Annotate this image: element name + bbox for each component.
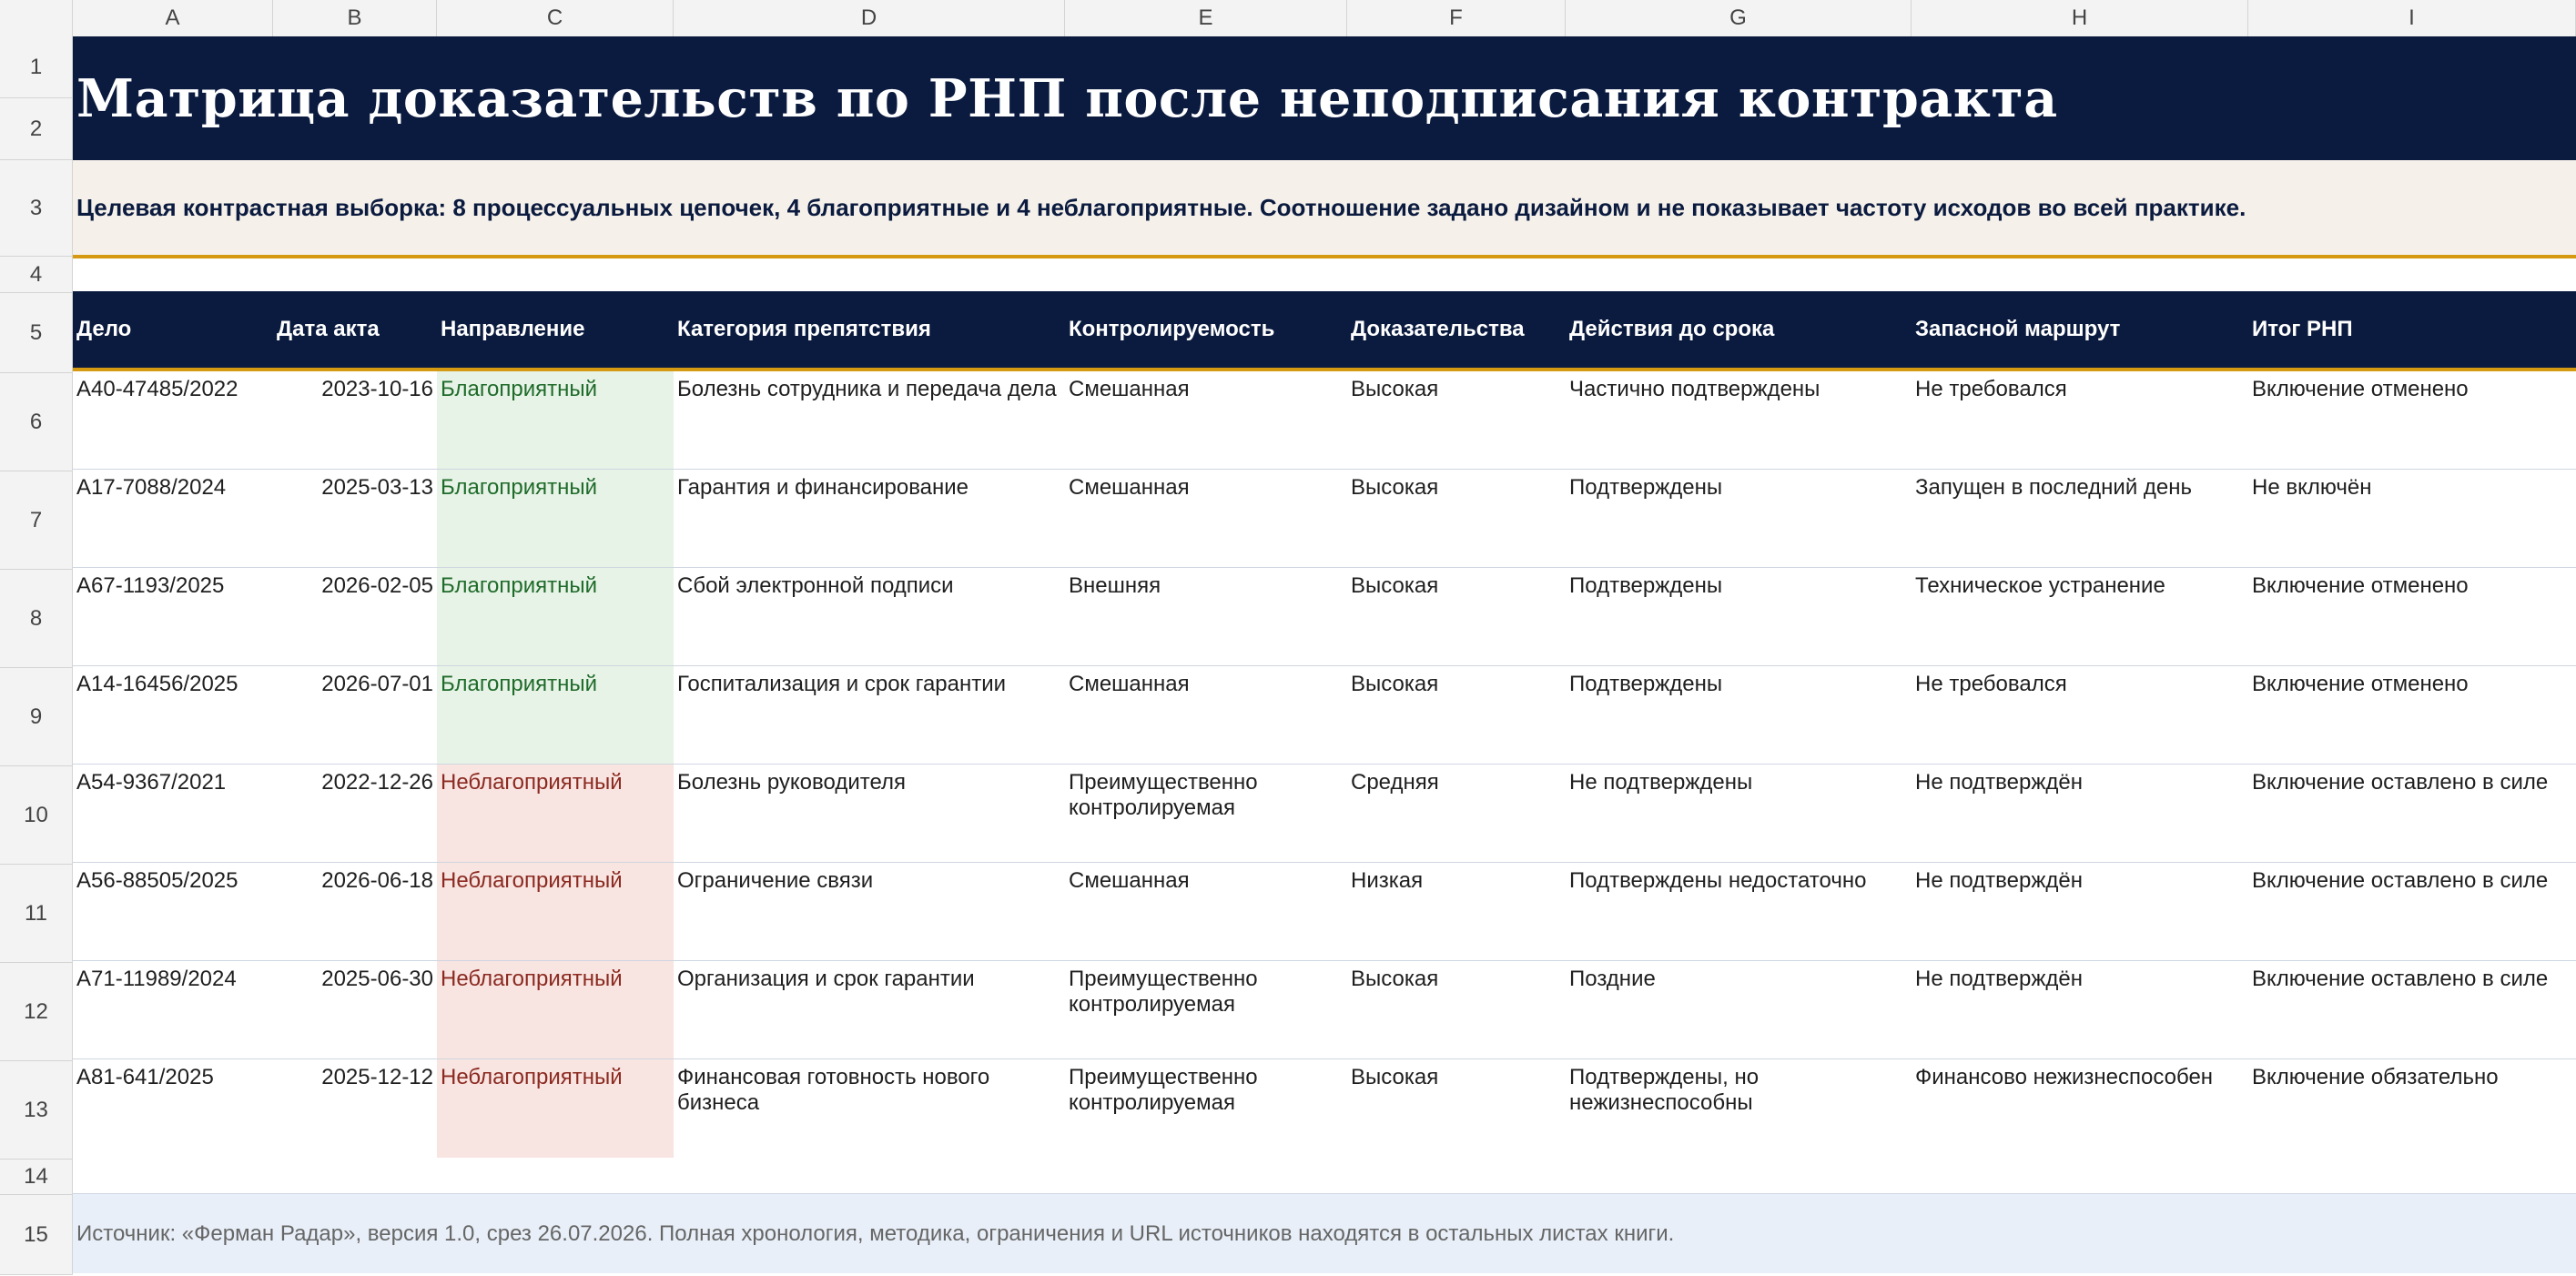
sheet-subtitle: Целевая контрастная выборка: 8 процессуальных цепочек, 4 благоприятные и 4 неблагоприятные. Соотношение задано дизайном и не показывает частоту исходов во всей практике. xyxy=(76,193,2246,221)
row-header-15[interactable]: 15 xyxy=(0,1195,72,1275)
cell-actions[interactable]: Подтверждены, но нежизнеспособны xyxy=(1569,1065,1760,1115)
cell-direction[interactable]: Благоприятный xyxy=(437,470,674,567)
cell-fallback[interactable]: Не подтверждён xyxy=(1915,967,2083,991)
cell-date[interactable]: 2025-12-12 xyxy=(321,1065,433,1089)
cell-evidence[interactable]: Низкая xyxy=(1351,868,1424,893)
cell-direction[interactable]: Благоприятный xyxy=(437,371,674,469)
cell-fallback[interactable]: Финансово нежизнеспособен xyxy=(1915,1065,2214,1089)
cell-direction[interactable]: Неблагоприятный xyxy=(437,1059,674,1158)
header-evidence[interactable]: Доказательства xyxy=(1351,317,1525,341)
cell-control[interactable]: Преимущественно контролируемая xyxy=(1069,770,1258,820)
cell-date[interactable]: 2026-06-18 xyxy=(321,868,433,893)
cell-case[interactable]: А54-9367/2021 xyxy=(76,770,227,795)
cell-date[interactable]: 2026-07-01 xyxy=(321,672,433,696)
cell-fallback[interactable]: Запущен в последний день xyxy=(1915,475,2193,500)
cell-result[interactable]: Не включён xyxy=(2252,475,2372,500)
row-header-1[interactable]: 1 xyxy=(0,36,72,98)
cell-direction[interactable]: Неблагоприятный xyxy=(437,863,674,960)
row-header-8[interactable]: 8 xyxy=(0,570,72,668)
column-header-b[interactable]: B xyxy=(273,0,437,36)
cell-result[interactable]: Включение оставлено в силе xyxy=(2252,967,2549,991)
table-row xyxy=(73,765,2576,863)
cell-evidence[interactable]: Высокая xyxy=(1351,672,1439,696)
source-note: Источник: «Ферман Радар», версия 1.0, срез 26.07.2026. Полная хронология, методика, ограничения и URL источников находятся в остальных листах книги. xyxy=(76,1220,1675,1246)
select-all-corner[interactable] xyxy=(0,0,73,36)
column-header-bar xyxy=(0,0,2576,37)
cell-actions[interactable]: Подтверждены xyxy=(1569,475,1723,500)
row-header-2[interactable]: 2 xyxy=(0,98,72,160)
header-direction[interactable]: Направление xyxy=(441,317,585,341)
empty-row-4[interactable] xyxy=(73,258,2576,291)
cell-result[interactable]: Включение обязательно xyxy=(2252,1065,2499,1089)
cell-result[interactable]: Включение оставлено в силе xyxy=(2252,770,2549,795)
cell-category[interactable]: Болезнь руководителя xyxy=(677,770,907,795)
cell-date[interactable]: 2025-06-30 xyxy=(321,967,433,991)
column-header-e[interactable]: E xyxy=(1065,0,1347,36)
cell-result[interactable]: Включение отменено xyxy=(2252,672,2469,696)
cell-category[interactable]: Ограничение связи xyxy=(677,868,874,893)
row-header-6[interactable]: 6 xyxy=(0,373,72,471)
row-header-10[interactable]: 10 xyxy=(0,766,72,865)
cell-result[interactable]: Включение отменено xyxy=(2252,377,2469,401)
cell-evidence[interactable]: Высокая xyxy=(1351,475,1439,500)
cell-category[interactable]: Госпитализация и срок гарантии xyxy=(677,672,1007,696)
cell-result[interactable]: Включение оставлено в силе xyxy=(2252,868,2549,893)
header-control[interactable]: Контролируемость xyxy=(1069,317,1275,341)
cell-case[interactable]: А81-641/2025 xyxy=(76,1065,214,1089)
cell-case[interactable]: А17-7088/2024 xyxy=(76,475,227,500)
cell-category[interactable]: Организация и срок гарантии xyxy=(677,967,975,991)
cell-control[interactable]: Преимущественно контролируемая xyxy=(1069,1065,1258,1115)
header-case[interactable]: Дело xyxy=(76,317,132,341)
header-category[interactable]: Категория препятствия xyxy=(677,317,931,341)
cell-actions[interactable]: Подтверждены xyxy=(1569,672,1723,696)
cell-fallback[interactable]: Не требовался xyxy=(1915,672,2067,696)
header-fallback[interactable]: Запасной маршрут xyxy=(1915,317,2121,341)
cell-date[interactable]: 2026-02-05 xyxy=(321,573,433,598)
cell-date[interactable]: 2023-10-16 xyxy=(321,377,433,401)
table-row xyxy=(73,470,2576,568)
cell-control[interactable]: Смешанная xyxy=(1069,475,1190,500)
cell-case[interactable]: А67-1193/2025 xyxy=(76,573,225,598)
empty-row-14[interactable] xyxy=(73,1158,2576,1193)
cell-control[interactable]: Внешняя xyxy=(1069,573,1161,598)
cell-case[interactable]: А40-47485/2022 xyxy=(76,377,238,401)
cell-fallback[interactable]: Не подтверждён xyxy=(1915,770,2083,795)
cell-date[interactable]: 2025-03-13 xyxy=(321,475,433,500)
header-date[interactable]: Дата акта xyxy=(277,317,380,341)
cell-control[interactable]: Смешанная xyxy=(1069,868,1190,893)
cell-fallback[interactable]: Не подтверждён xyxy=(1915,868,2083,893)
cell-category[interactable]: Финансовая готовность нового бизнеса xyxy=(677,1065,990,1115)
cell-category[interactable]: Гарантия и финансирование xyxy=(677,475,969,500)
cell-actions[interactable]: Подтверждены недостаточно xyxy=(1569,868,1867,893)
header-actions[interactable]: Действия до срока xyxy=(1569,317,1775,341)
cell-direction[interactable]: Благоприятный xyxy=(437,568,674,665)
cell-actions[interactable]: Подтверждены xyxy=(1569,573,1723,598)
table-row xyxy=(73,961,2576,1059)
column-header-d[interactable]: D xyxy=(674,0,1065,36)
row-header-7[interactable]: 7 xyxy=(0,471,72,570)
column-header-a[interactable]: A xyxy=(73,0,273,36)
cell-case[interactable]: А14-16456/2025 xyxy=(76,672,238,696)
table-header-row xyxy=(73,291,2576,371)
table-row xyxy=(73,371,2576,470)
column-header-i[interactable]: I xyxy=(2248,0,2576,36)
cell-evidence[interactable]: Средняя xyxy=(1351,770,1439,795)
cell-actions[interactable]: Поздние xyxy=(1569,967,1656,991)
row-header-5[interactable]: 5 xyxy=(0,293,72,373)
cell-actions[interactable]: Частично подтверждены xyxy=(1569,377,1820,401)
cell-grid xyxy=(73,36,2576,1273)
header-result[interactable]: Итог РНП xyxy=(2252,317,2353,341)
cell-actions[interactable]: Не подтверждены xyxy=(1569,770,1753,795)
row-header-9[interactable]: 9 xyxy=(0,668,72,766)
cell-category[interactable]: Сбой электронной подписи xyxy=(677,573,954,598)
cell-direction[interactable]: Неблагоприятный xyxy=(437,961,674,1058)
row-header-3[interactable]: 3 xyxy=(0,160,72,257)
row-header-4[interactable]: 4 xyxy=(0,257,72,293)
cell-case[interactable]: А56-88505/2025 xyxy=(76,868,238,893)
cell-date[interactable]: 2022-12-26 xyxy=(321,770,433,795)
cell-control[interactable]: Смешанная xyxy=(1069,672,1190,696)
cell-evidence[interactable]: Высокая xyxy=(1351,573,1439,598)
row-header-14[interactable]: 14 xyxy=(0,1160,72,1195)
cell-direction[interactable]: Неблагоприятный xyxy=(437,765,674,862)
row-header-bar xyxy=(0,36,73,1275)
cell-category[interactable]: Болезнь сотрудника и передача дела xyxy=(677,377,1057,401)
cell-evidence[interactable]: Высокая xyxy=(1351,1065,1439,1089)
title-cell[interactable] xyxy=(73,36,2576,160)
row-header-13[interactable]: 13 xyxy=(0,1061,72,1160)
cell-evidence[interactable]: Высокая xyxy=(1351,967,1439,991)
table-row xyxy=(73,863,2576,961)
column-header-h[interactable]: H xyxy=(1912,0,2248,36)
cell-control[interactable]: Преимущественно контролируемая xyxy=(1069,967,1258,1017)
column-header-c[interactable]: C xyxy=(437,0,674,36)
column-header-g[interactable]: G xyxy=(1566,0,1912,36)
table-row xyxy=(73,568,2576,666)
cell-control[interactable]: Смешанная xyxy=(1069,377,1190,401)
cell-result[interactable]: Включение отменено xyxy=(2252,573,2469,598)
table-row xyxy=(73,666,2576,765)
row-header-12[interactable]: 12 xyxy=(0,963,72,1061)
column-header-f[interactable]: F xyxy=(1347,0,1566,36)
subtitle-cell[interactable] xyxy=(73,160,2576,255)
sheet-title: Матрица доказательств по РНП после неподписания контракта xyxy=(76,67,2058,129)
cell-fallback[interactable]: Не требовался xyxy=(1915,377,2067,401)
row-header-11[interactable]: 11 xyxy=(0,865,72,963)
footer-cell[interactable] xyxy=(73,1193,2576,1273)
cell-evidence[interactable]: Высокая xyxy=(1351,377,1439,401)
table-row xyxy=(73,1059,2576,1158)
cell-direction[interactable]: Благоприятный xyxy=(437,666,674,764)
cell-fallback[interactable]: Техническое устранение xyxy=(1915,573,2165,598)
cell-case[interactable]: А71-11989/2024 xyxy=(76,967,237,991)
